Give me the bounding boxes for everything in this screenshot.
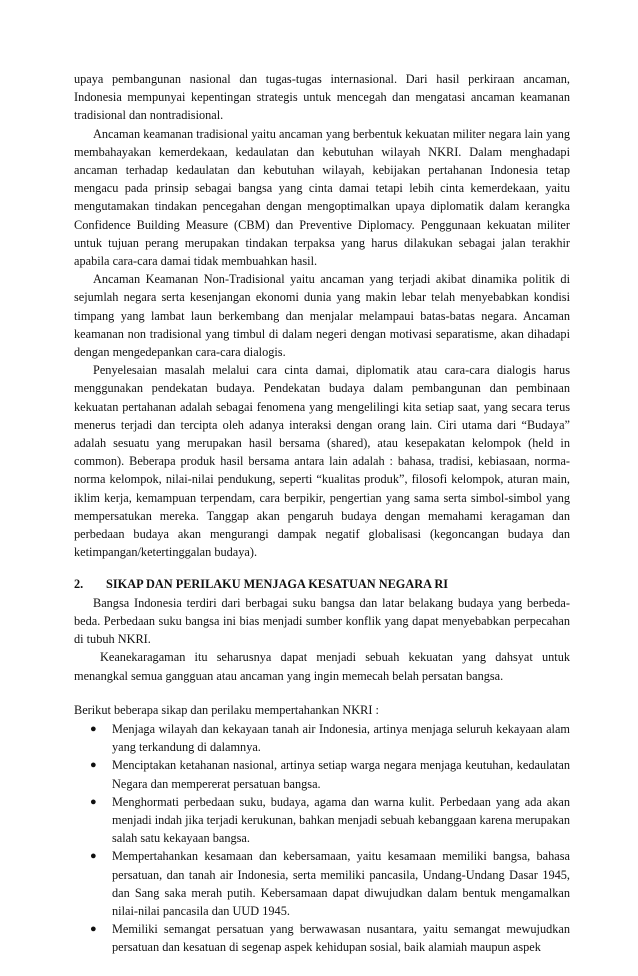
section-title: SIKAP DAN PERILAKU MENJAGA KESATUAN NEGARA RI — [106, 577, 449, 592]
bullet-icon: ● — [90, 795, 97, 808]
paragraph-nontraditional-threat: Ancaman Keamanan Non-Tradisional yaitu ancaman yang terjadi akibat dinamika politik di sejumlah negara serta kesenjangan ekonomi dunia yang makin lebar telah menyebabkan kondisi timpang yang lambat laun berkembang dan menjalar melampaui batas-batas negara. Ancaman keamanan non tradisional yang timbul di dalam negeri dengan motivasi separatisme, akan dihadapi dengan mengedepankan cara-cara dialogis. — [74, 272, 570, 360]
list-item-text: Mempertahankan kesamaan dan kebersamaan, yaitu kesamaan memiliki bangsa, bahasa persatuan, dan tanah air Indonesia, serta memiliki pancasila, Undang-Undang Dasar 1945, dan Sang saka merah putih. Kebersamaan dapat diwujudkan dalam bentuk mengamalkan nilai-nilai pancasila dan UUD 1945. — [112, 849, 570, 918]
list-item-text: Menciptakan ketahanan nasional, artinya setiap warga negara menjaga keutuhan, kedaulatan Negara dan mempererat persatuan bangsa. — [112, 758, 570, 791]
section-heading — [74, 575, 570, 593]
paragraph-ethnic-diversity: Bangsa Indonesia terdiri dari berbagai suku bangsa dan latar belakang budaya yang berbeda-beda. Perbedaan suku bangsa ini bias menjadi sumber konflik yang dapat menyebabkan perpecahan di tubuh NKRI. — [74, 595, 570, 647]
bullet-icon: ● — [90, 923, 97, 936]
list-item — [74, 720, 570, 756]
paragraph-diversity-strength: Keanekaragaman itu seharusnya dapat menjadi sebuah kekuatan yang dahsyat untuk menangkal semua gangguan atau ancaman yang ingin memecah belah persatan bangsa. — [74, 650, 570, 683]
bullet-icon: ● — [90, 850, 97, 863]
list-item — [74, 793, 570, 848]
list-item-text: Menjaga wilayah dan kekayaan tanah air Indonesia, artinya menjaga seluruh kekayaan alam yang terkandung di dalamnya. — [112, 721, 570, 755]
bullet-icon: ● — [90, 722, 97, 735]
blank-line — [74, 685, 570, 701]
paragraph-traditional-threat: Ancaman keamanan tradisional yaitu ancaman yang berbentuk kekuatan militer negara lain yang membahayakan kemerdekaan, kedaulatan dan kebutuhan wilayah NKRI. Dalam menghadapi ancaman terhadap kedaulatan dan kebutuhan wilayah, kebijakan pertahanan Indonesia tetap mengacu pada prinsip sebagai bangsa yang cinta damai tetapi lebih cinta kemerdekaan, yaitu mengutamakan tindakan pencegahan dengan mengoptimalkan upaya diplomatik dalam kerangka Confidence Building Measure (CBM) dan Preventive Diplomacy. Penggunaan kekuatan militer untuk tujuan perang merupakan tindakan terpaksa yang harus dilakukan sebagai jalan terakhir apabila cara-cara damai tidak membuahkan hasil. — [74, 126, 570, 269]
list-item — [74, 756, 570, 792]
list-intro: Berikut beberapa sikap dan perilaku mempertahankan NKRI : — [74, 702, 379, 717]
section-number: 2. — [74, 577, 84, 592]
list-item — [74, 920, 570, 956]
list-item-text: Menghormati perbedaan suku, budaya, agama dan warna kulit. Perbedaan yang ada akan menjadi indah jika terjadi kerukunan, bahkan menjadi sebuah kebanggaan karena merupakan salah satu kekayaan bangsa. — [112, 794, 570, 846]
bullet-list — [74, 720, 570, 957]
document-page — [74, 70, 570, 957]
bullet-icon: ● — [90, 759, 97, 772]
paragraph-continuation: upaya pembangunan nasional dan tugas-tugas internasional. Dari hasil perkiraan ancaman, Indonesia mempunyai kepentingan strategis untuk mencegah dan mengatasi ancaman keamanan tradisional dan nontradisional. — [74, 72, 570, 123]
list-item — [74, 847, 570, 920]
paragraph-cultural-approach: Penyelesaian masalah melalui cara cinta damai, diplomatik atau cara-cara dialogis harus menggunakan pendekatan budaya. Pendekatan budaya dalam pembangunan dan pembinaan kekuatan pertahanan adalah sebagai fenomena yang mengelilingi kita setiap saat, yang secara terus menerus terjadi dan tercipta oleh adanya interaksi dengan orang lain. Ciri utama dari “Budaya” adalah sesuatu yang merupakan hasil bersama (shared), atau kesepakatan kelompok (held in common). Beberapa produk hasil bersama antara lain adalah : bahasa, tradisi, kebiasaan, norma-norma kelompok, nilai-nilai pendukung, seperti “kualitas produk”, filosofi kelompok, aturan main, iklim kerja, kemampuan terpendam, cara berpikir, pengertian yang sama serta simbol-simbol yang mempersatukan mereka. Tanggap akan pengaruh budaya dengan memahami keragaman dan perbedaan budaya akan mengurangi dampak negatif globalisasi (kegoncangan budaya dan ketimpangan/ketertinggalan budaya). — [74, 363, 570, 560]
list-item-text: Memiliki semangat persatuan yang berwawasan nusantara, yaitu semangat mewujudkan persatuan dan kesatuan di segenap aspek kehidupan sosial, baik alamiah maupun aspek — [112, 922, 570, 955]
